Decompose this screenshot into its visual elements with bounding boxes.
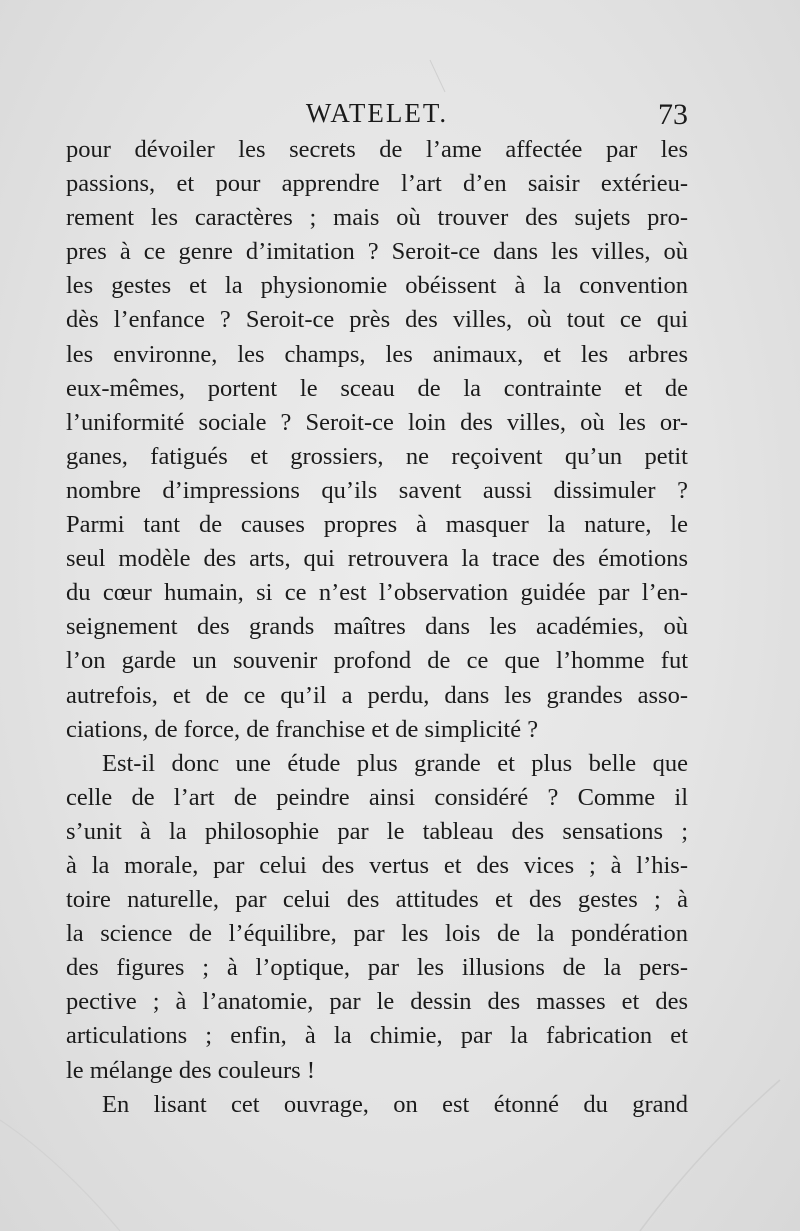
running-head	[66, 98, 688, 132]
text-line: du cœur humain, si ce n’est l’observation guidée par l’en-	[66, 579, 688, 607]
text-line: seignement des grands maîtres dans les académies, où	[66, 613, 688, 641]
text-line: rement les caractères ; mais où trouver des sujets pro-	[66, 204, 688, 232]
text-line: articulations ; enfin, à la chimie, par la fabrication et	[66, 1022, 688, 1050]
text-line: Est-il donc une étude plus grande et plus belle que	[102, 749, 688, 777]
text-line: Parmi tant de causes propres à masquer la nature, le	[66, 511, 688, 539]
text-line: la science de l’équilibre, par les lois de la pondération	[66, 920, 688, 948]
text-line: celle de l’art de peindre ainsi considéré ? Comme il	[66, 783, 688, 811]
text-line: ciations, de force, de franchise et de simplicité ?	[66, 715, 539, 743]
text-line: pective ; à l’anatomie, par le dessin des masses et des	[66, 988, 688, 1016]
text-line: les environne, les champs, les animaux, et les arbres	[66, 340, 688, 368]
text-line: pour dévoiler les secrets de l’ame affectée par les	[66, 136, 688, 163]
text-line: eux-mêmes, portent le sceau de la contrainte et de	[66, 374, 688, 402]
text-line: les gestes et la physionomie obéissent à la convention	[66, 272, 688, 300]
page-number: 73	[658, 98, 688, 131]
text-line: toire naturelle, par celui des attitudes et des gestes ; à	[66, 886, 688, 914]
text-line: pres à ce genre d’imitation ? Seroit-ce dans les villes, où	[66, 238, 688, 266]
text-line: l’on garde un souvenir profond de ce que l’homme fut	[66, 647, 688, 675]
text-line: passions, et pour apprendre l’art d’en saisir extérieu-	[66, 170, 688, 198]
body-text	[66, 133, 688, 1122]
text-line: ganes, fatigués et grossiers, ne reçoivent qu’un petit	[66, 442, 688, 470]
running-head-title: WATELET.	[305, 98, 449, 128]
text-line: l’uniformité sociale ? Seroit-ce loin des villes, où les or-	[66, 408, 688, 436]
text-line: des figures ; à l’optique, par les illusions de la pers-	[66, 954, 688, 982]
text-line: nombre d’impressions qu’ils savent aussi dissimuler ?	[66, 476, 688, 504]
text-line: seul modèle des arts, qui retrouvera la trace des émotions	[66, 545, 688, 573]
text-line: s’unit à la philosophie par le tableau des sensations ;	[66, 817, 688, 845]
text-line: le mélange des couleurs !	[66, 1056, 315, 1084]
text-line: autrefois, et de ce qu’il a perdu, dans les grandes asso-	[66, 681, 688, 709]
text-line: dès l’enfance ? Seroit-ce près des villes, où tout ce qui	[66, 306, 688, 334]
text-line: à la morale, par celui des vertus et des vices ; à l’his-	[66, 851, 688, 879]
text-line: En lisant cet ouvrage, on est étonné du grand	[102, 1090, 688, 1118]
